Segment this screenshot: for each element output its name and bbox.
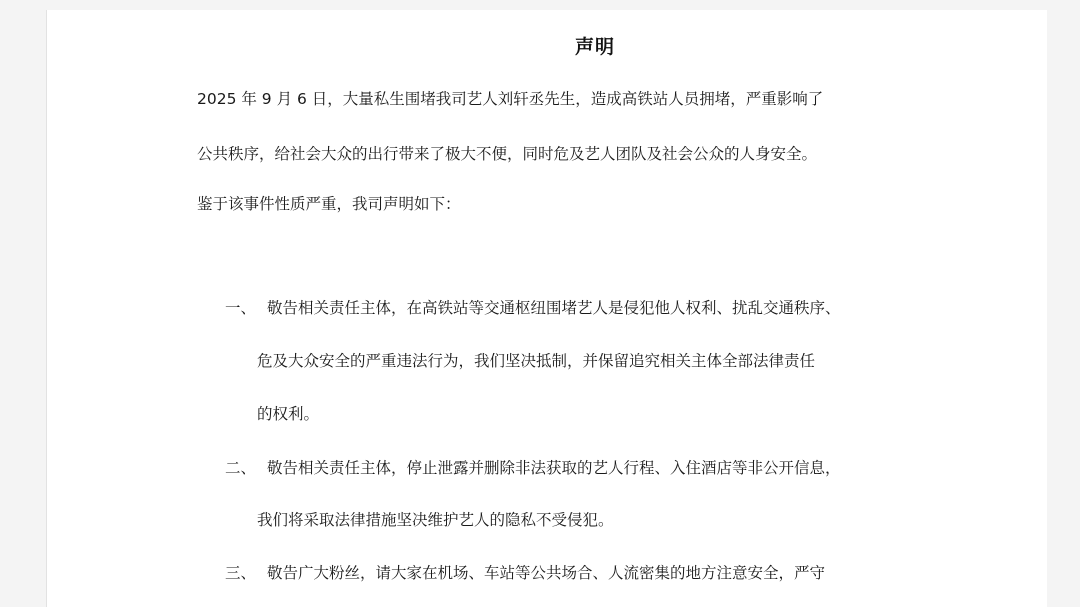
document-title: 声明 <box>574 36 615 58</box>
item-1-line-3: 的权利。 <box>257 405 320 423</box>
item-3-marker: 三、 <box>225 564 257 582</box>
item-3-line-1: 敬告广大粉丝，请大家在机场、车站等公共场合、人流密集的地方注意安全，严守 <box>267 564 826 582</box>
document-page <box>46 10 1047 607</box>
item-1-line-2: 危及大众安全的严重违法行为，我们坚决抵制，并保留追究相关主体全部法律责任 <box>257 352 816 370</box>
item-2-marker: 二、 <box>225 459 257 477</box>
item-1-marker: 一、 <box>225 299 257 317</box>
intro-line-1: 2025 年 9 月 6 日，大量私生围堵我司艺人刘轩丞先生，造成高铁站人员拥堵，严重影响了 <box>197 90 824 108</box>
intro-line-2: 公共秩序，给社会大众的出行带来了极大不便，同时危及艺人团队及社会公众的人身安全。 <box>197 145 818 163</box>
item-1-line-1: 敬告相关责任主体，在高铁站等交通枢纽围堵艺人是侵犯他人权利、扰乱交通秩序、 <box>267 299 841 317</box>
item-2-line-2: 我们将采取法律措施坚决维护艺人的隐私不受侵犯。 <box>257 511 614 529</box>
intro-line-3: 鉴于该事件性质严重，我司声明如下： <box>197 195 461 213</box>
item-2-line-1: 敬告相关责任主体，停止泄露并删除非法获取的艺人行程、入住酒店等非公开信息， <box>267 459 841 477</box>
